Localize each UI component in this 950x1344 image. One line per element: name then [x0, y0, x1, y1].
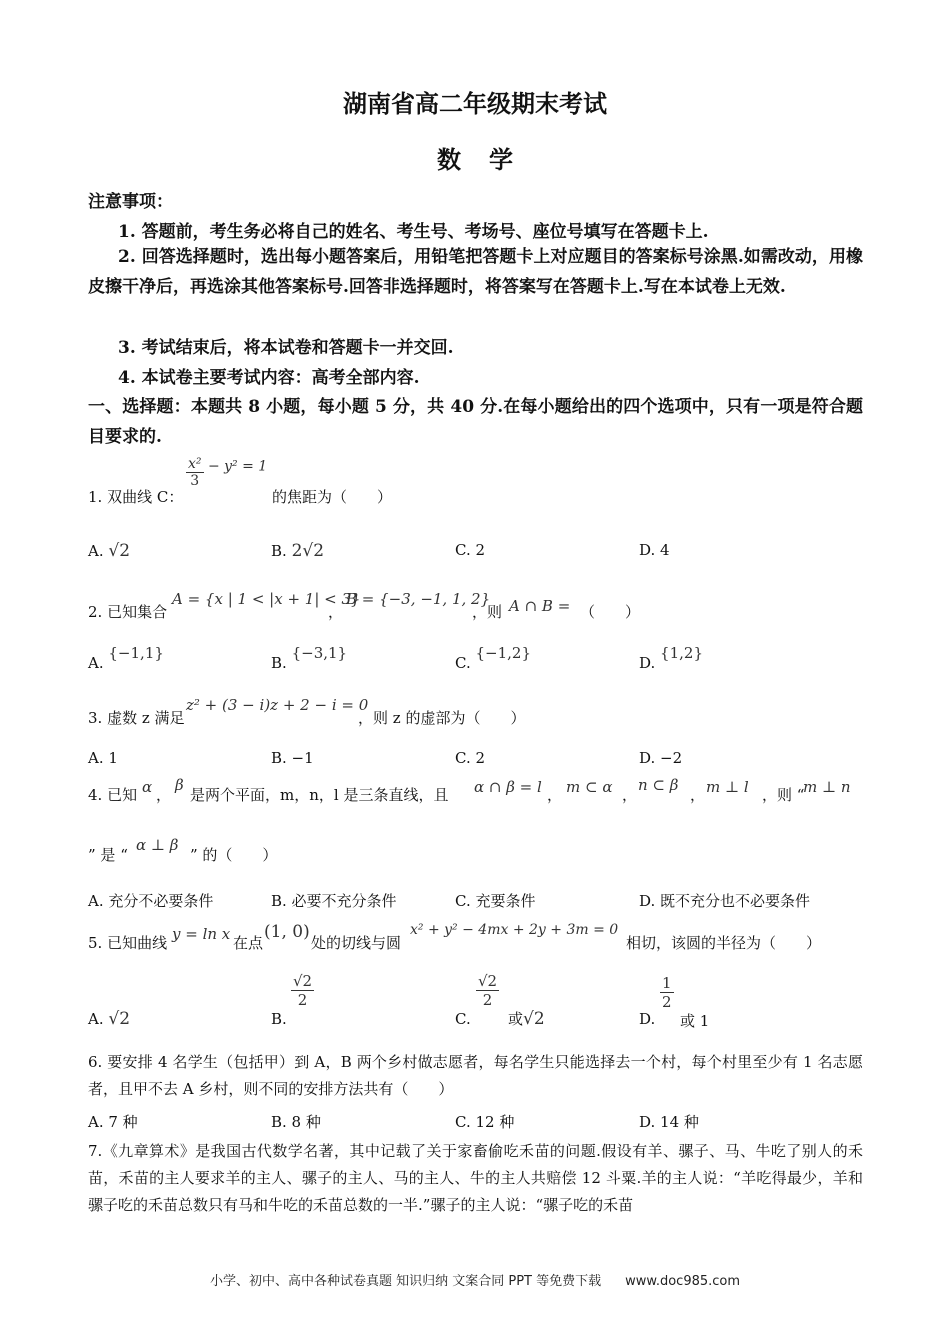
- q5-c-or: 或: [508, 1010, 524, 1028]
- q5-c-den: 2: [482, 991, 493, 1009]
- q1-frac-num: x²: [188, 456, 202, 472]
- q1-frac-den: 3: [190, 473, 200, 489]
- q1-b-value: 2√2: [291, 541, 325, 561]
- q2-c-value: {−1,2}: [475, 644, 532, 662]
- q3-suffix: ，则 z 的虚部为（ ）: [358, 709, 526, 727]
- q3-option-a: A. 1: [88, 749, 118, 767]
- q1-prefix: 1. 双曲线 C：: [88, 488, 184, 506]
- q5-option-d-frac: [660, 974, 674, 1011]
- q4-comma-2: ，: [547, 786, 563, 804]
- q2-a-label: A.: [88, 654, 104, 672]
- q4-text-1: 是两个平面，m，n，l 是三条直线，且: [190, 786, 449, 804]
- q1-option-d: D. 4: [639, 541, 670, 559]
- footer-site-link[interactable]: www.doc985.com: [625, 1274, 741, 1289]
- q4-comma-3: ，: [622, 786, 638, 804]
- q4-text-2: ，则 “: [762, 786, 805, 804]
- q4-cond-5: m ⊥ n: [803, 778, 851, 796]
- q7-stem: 7.《九章算术》是我国古代数学名著，其中记载了关于家畜偷吃禾苗的问题.假设有羊、骡子、马、牛吃了别人的禾苗，禾苗的主人要求羊的主人、骡子的主人、马的主人、牛的主人共赔偿 12 斗粟.羊的主人说：“羊吃得最少，羊和骡子吃的禾苗总数只有马和牛吃的禾苗总数的一半.”骡子的主人说：“骡子吃的禾苗: [88, 1142, 863, 1214]
- page-footer: [0, 1270, 950, 1289]
- q5-b-label: B.: [271, 1010, 287, 1028]
- q4-cond-6: α ⊥ β: [136, 836, 179, 854]
- q5-a-value: √2: [108, 1009, 131, 1029]
- q4-option-c: C. 充要条件: [455, 892, 536, 910]
- q6-option-c: C. 12 种: [455, 1113, 515, 1131]
- q2-d-value: {1,2}: [660, 644, 703, 662]
- q3-option-d: D. −2: [639, 749, 683, 767]
- q1-a-label: A.: [88, 542, 104, 560]
- q4-option-b: B. 必要不充分条件: [271, 892, 397, 910]
- q5-d-num: 1: [662, 974, 672, 992]
- q6-option-d: D. 14 种: [639, 1113, 699, 1131]
- exam-title: 湖南省高二年级期末考试: [343, 89, 607, 118]
- q5-option-d-or: 或 1: [680, 1012, 710, 1030]
- q2-option-d: [639, 644, 703, 672]
- q6-option-a: A. 7 种: [88, 1113, 138, 1131]
- q5-b-den: 2: [297, 991, 308, 1009]
- subject-title: 数学: [437, 145, 541, 174]
- q2-b-value: {−3,1}: [291, 644, 348, 662]
- q4-alpha: α: [142, 778, 153, 796]
- q3-equation: z² + (3 − i)z + 2 − i = 0: [186, 696, 369, 714]
- q5-prefix: 5. 已知曲线: [88, 934, 168, 952]
- q2-a-value: {−1,1}: [108, 644, 164, 662]
- q2-b-label: B.: [271, 654, 287, 672]
- q4-comma-1: ，: [156, 786, 172, 804]
- q1-b-label: B.: [271, 542, 287, 560]
- q5-option-c-frac: [476, 972, 499, 1009]
- q2-option-b: [271, 644, 347, 672]
- q2-ask: A ∩ B =: [509, 597, 571, 615]
- notice-item-2: 2. 回答选择题时，选出每小题答案后，用铅笔把答题卡上对应题目的答案标号涂黑.如需改动，用橡皮擦干净后，再选涂其他答案标号.回答非选择题时，将答案写在答题卡上.写在本试卷上无效.: [88, 247, 863, 297]
- q5-text: 处的切线与圆: [311, 934, 402, 952]
- q1-option-b: [271, 541, 324, 561]
- q1-suffix: 的焦距为（ ）: [272, 488, 393, 506]
- q5-suffix: 相切，该圆的半径为（ ）: [626, 934, 822, 952]
- footer-text: 小学、初中、高中各种试卷真题 知识归纳 文案合同 PPT 等免费下载: [209, 1274, 602, 1289]
- notice-item-3: 3. 考试结束后，将本试卷和答题卡一并交回.: [118, 338, 454, 358]
- q4-line2-end: ” 的（ ）: [190, 846, 278, 864]
- q4-line2-quote: ” 是 “: [88, 846, 128, 864]
- q2-option-a: [88, 644, 164, 672]
- q2-d-label: D.: [639, 654, 656, 672]
- q5-c-alt: √2: [523, 1009, 545, 1029]
- notice-item-1: 1. 答题前，考生务必将自己的姓名、考生号、考场号、座位号填写在答题卡上.: [118, 222, 709, 242]
- q2-suffix: （ ）: [580, 603, 641, 621]
- q5-d-label: D.: [639, 1010, 656, 1028]
- q5-option-b-frac: [291, 972, 314, 1009]
- q4-prefix: 4. 已知: [88, 786, 138, 804]
- q1-a-value: √2: [108, 541, 131, 561]
- q1-option-c: C. 2: [455, 541, 486, 559]
- q3-option-c: C. 2: [455, 749, 486, 767]
- q2-set-b: B = {−3, −1, 1, 2}: [346, 590, 491, 608]
- q2-set-a: A = {x | 1 < |x + 1| < 3}: [172, 590, 361, 608]
- q4-cond-3: n ⊂ β: [638, 776, 679, 794]
- q2-comma: ，: [328, 603, 344, 621]
- q4-cond-4: m ⊥ l: [706, 778, 749, 796]
- q6-stem: 6. 要安排 4 名学生（包括甲）到 A，B 两个乡村做志愿者，每名学生只能选择去一个村，每个村里至少有 1 名志愿者，且甲不去 A 乡村，则不同的安排方法共有（ ）: [88, 1053, 863, 1098]
- notice-heading: 注意事项：: [88, 192, 173, 212]
- q5-b-num: √2: [293, 972, 313, 990]
- q4-comma-4: ，: [690, 786, 706, 804]
- q5-option-a: [88, 1009, 130, 1029]
- q1-formula-rest: − y² = 1: [207, 458, 268, 475]
- notice-item-4: 4. 本试卷主要考试内容：高考全部内容.: [118, 368, 420, 388]
- q1-formula: [186, 456, 267, 489]
- q5-a-label: A.: [88, 1010, 104, 1028]
- q6-option-b: B. 8 种: [271, 1113, 321, 1131]
- q3-prefix: 3. 虚数 z 满足: [88, 709, 185, 727]
- q5-option-c-alt: [508, 1008, 545, 1029]
- q4-option-d: D. 既不充分也不必要条件: [639, 892, 811, 910]
- q5-c-label: C.: [455, 1010, 471, 1028]
- q4-cond-1: α ∩ β = l: [474, 778, 542, 796]
- q4-beta: β: [175, 776, 184, 794]
- q2-option-c: [455, 644, 531, 672]
- q5-d-den: 2: [662, 993, 672, 1011]
- q5-curve: y = ln x: [172, 925, 231, 943]
- q5-c-num: √2: [478, 972, 498, 990]
- section-heading: 一、选择题：本题共 8 小题，每小题 5 分，共 40 分.在每小题给出的四个选项中，只有一项是符合题目要求的.: [88, 397, 863, 447]
- q5-point: (1, 0): [264, 922, 310, 942]
- q1-option-a: [88, 541, 130, 561]
- q3-option-b: B. −1: [271, 749, 314, 767]
- q5-at: 在点: [233, 934, 264, 952]
- q4-option-a: A. 充分不必要条件: [88, 892, 214, 910]
- q5-circle: x² + y² − 4mx + 2y + 3m = 0: [410, 922, 619, 938]
- q2-then: ，则: [472, 603, 503, 621]
- q2-prefix: 2. 已知集合: [88, 603, 168, 621]
- q2-c-label: C.: [455, 654, 471, 672]
- q4-cond-2: m ⊂ α: [566, 778, 613, 796]
